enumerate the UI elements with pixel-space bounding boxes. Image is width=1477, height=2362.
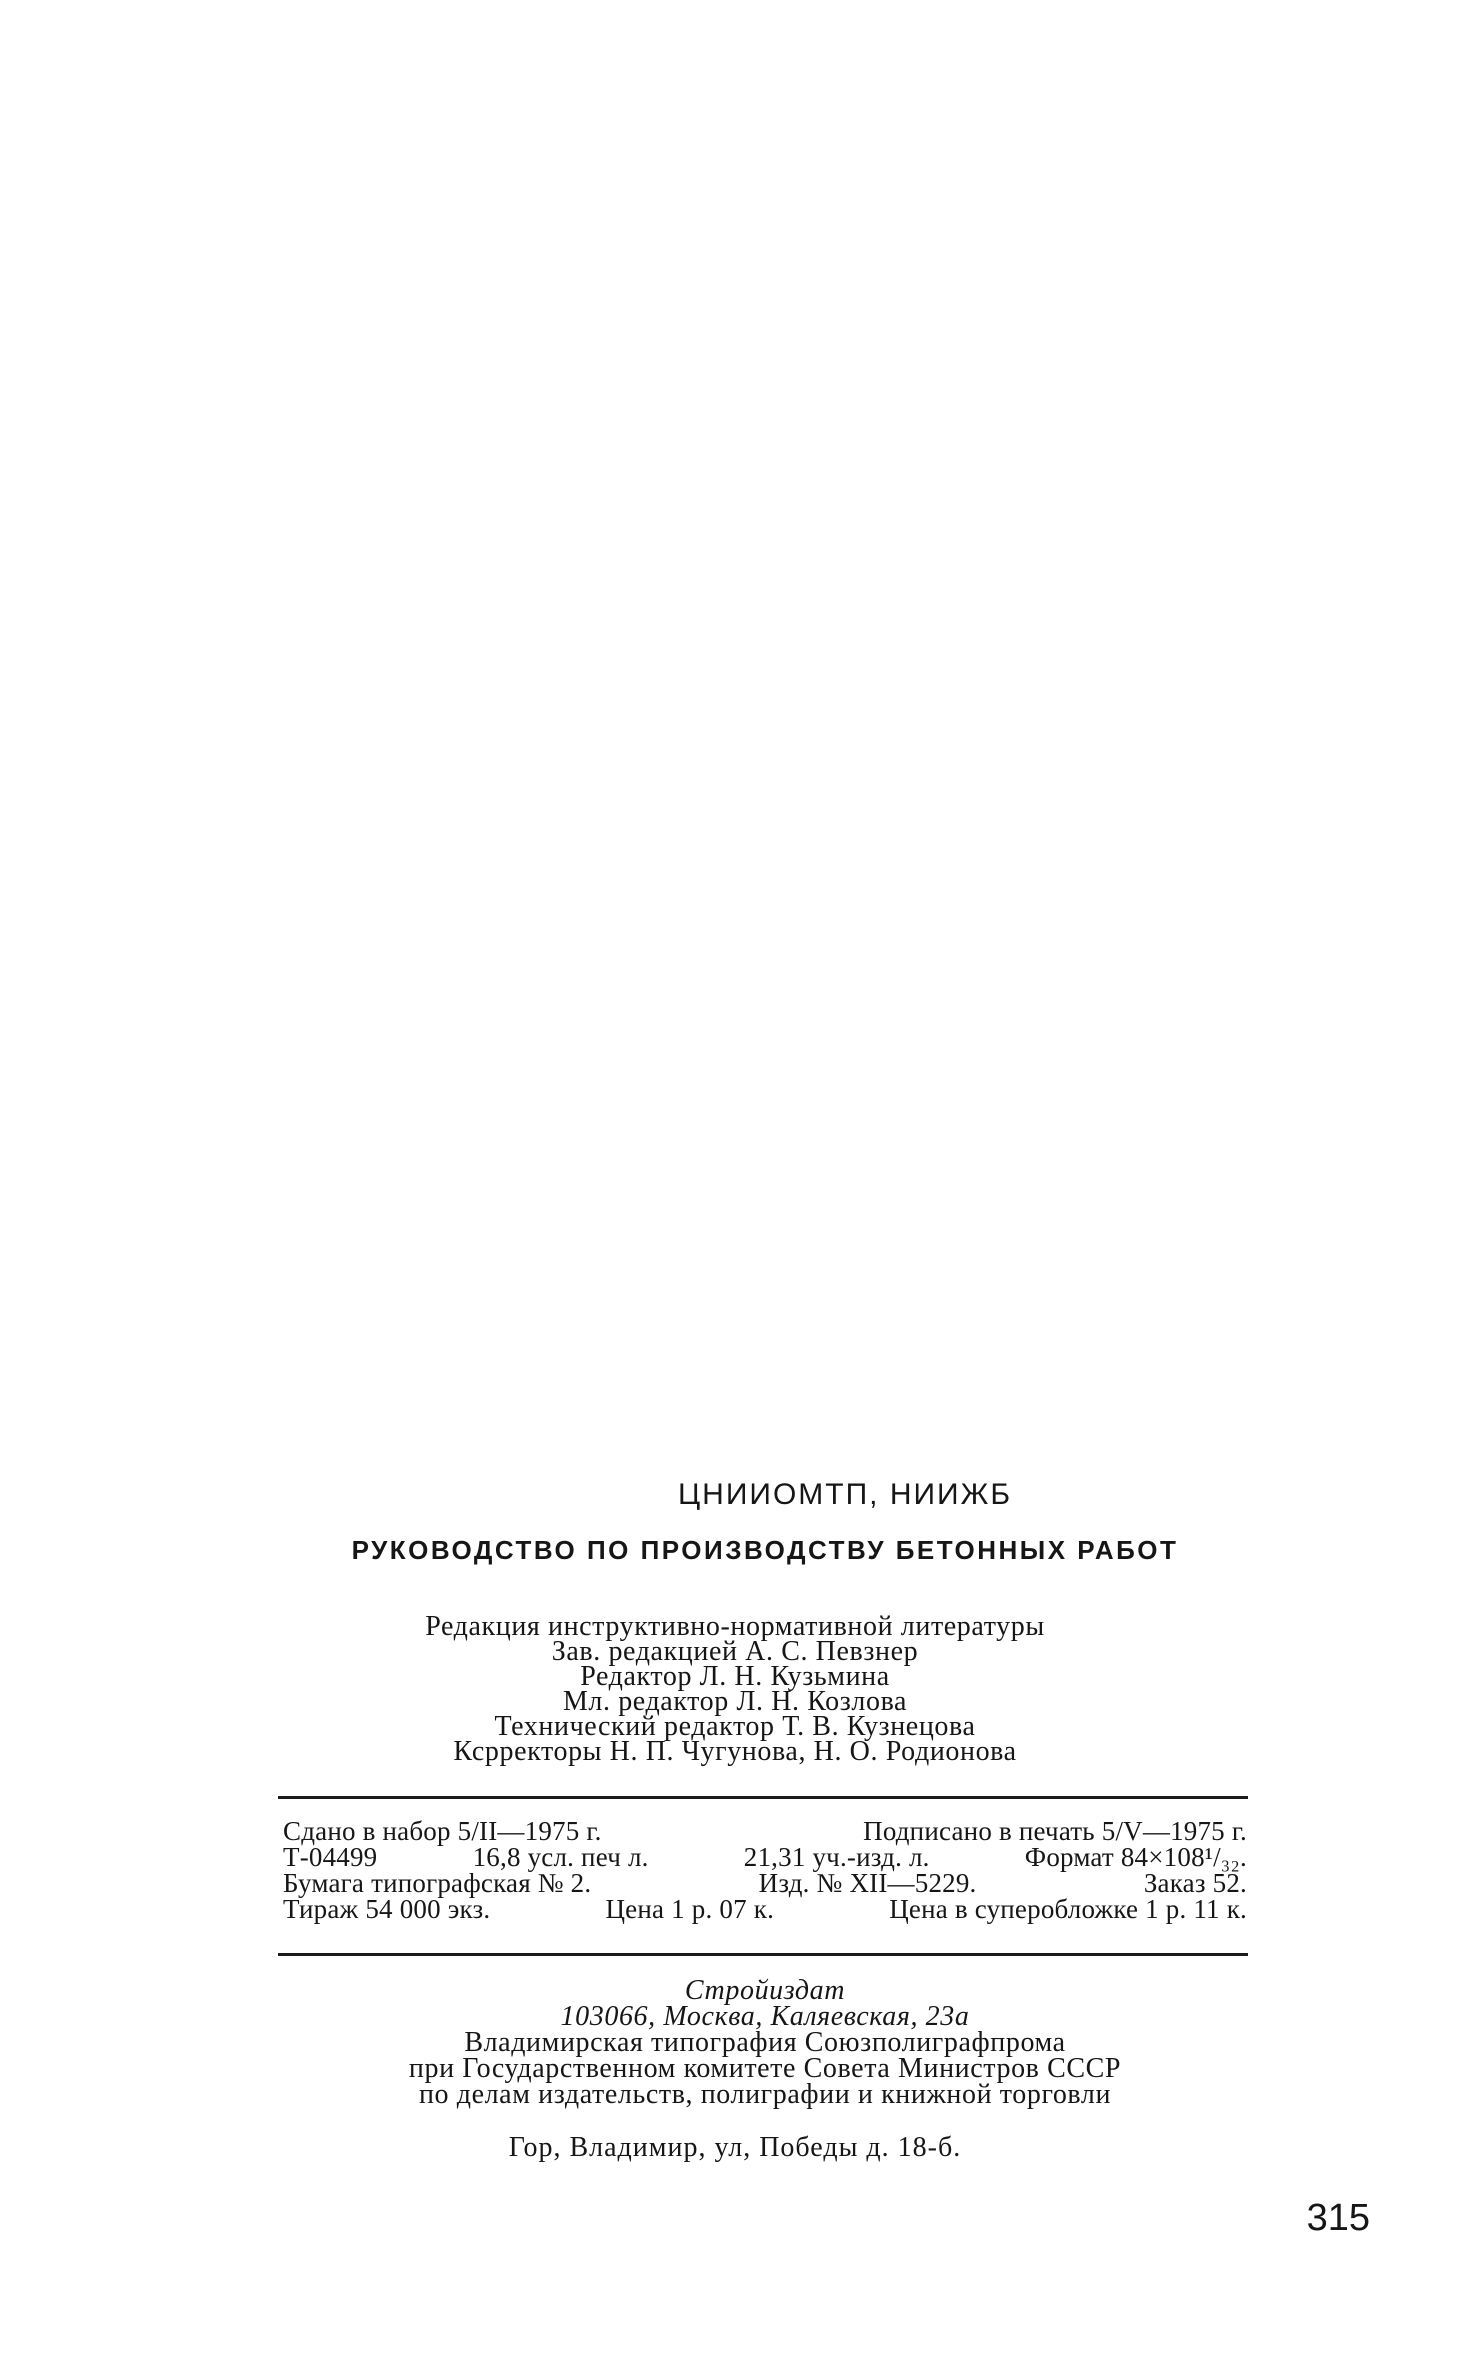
printer-city-address: Гор, Владимир, ул, Победы д. 18-б.	[508, 2132, 962, 2163]
editorial-line: Редактор Л. Н. Кузьмина	[580, 1661, 890, 1692]
publisher-block	[300, 1975, 1230, 2110]
publisher-name: Стройиздат	[684, 1975, 846, 2006]
editorial-credits	[330, 1611, 1140, 1767]
imprint-line	[283, 1844, 1247, 1870]
imprint-line	[283, 1896, 1247, 1922]
imprint-field: Цена 1 р. 07 к.	[605, 1894, 775, 1924]
imprint-field: Тираж 54 000 экз.	[283, 1894, 491, 1924]
printer-line: при Государственном комитете Совета Министров СССР	[408, 2053, 1122, 2084]
imprint-field: 16,8 усл. печ л.	[472, 1842, 649, 1872]
imprint-field: Сдано в набор 5/II—1975 г.	[283, 1816, 602, 1846]
page-number: 315	[1306, 2197, 1370, 2239]
imprint-field: Изд. № XII—5229.	[758, 1868, 977, 1898]
imprint-field: Подписано в печать 5/V—1975 г.	[863, 1816, 1247, 1846]
editorial-line: Технический редактор Т. В. Кузнецова	[494, 1711, 976, 1742]
publisher-address: 103066, Москва, Каляевская, 23а	[560, 2001, 970, 2032]
organization-line: ЦНИИОМТП, НИИЖБ	[677, 1478, 1013, 1511]
imprint-field: Формат 84×108¹/₃₂.	[1024, 1842, 1247, 1872]
editorial-line: Мл. редактор Л. Н. Козлова	[562, 1686, 908, 1717]
imprint-block	[283, 1818, 1247, 1922]
imprint-field: Бумага типографская № 2.	[283, 1868, 592, 1898]
top-divider	[278, 1796, 1248, 1799]
imprint-line	[283, 1870, 1247, 1896]
imprint-line	[283, 1818, 1247, 1844]
printer-line: по делам издательств, полиграфии и книжной торговли	[418, 2079, 1112, 2110]
bottom-divider	[278, 1953, 1248, 1956]
imprint-field: 21,31 уч.-изд. л.	[743, 1842, 930, 1872]
book-title: РУКОВОДСТВО ПО ПРОИЗВОДСТВУ БЕТОННЫХ РАБОТ	[351, 1535, 1179, 1565]
editorial-line: Ксрректоры Н. П. Чугунова, Н. О. Родионова	[453, 1736, 1017, 1767]
editorial-line: Зав. редакцией А. С. Певзнер	[551, 1636, 919, 1667]
printer-line: Владимирская типография Союзполиграфпрома	[464, 2027, 1066, 2058]
imprint-field: Заказ 52.	[1143, 1868, 1247, 1898]
imprint-field: Цена в суперобложке 1 р. 11 к.	[889, 1894, 1247, 1924]
imprint-field: Т-04499	[283, 1842, 378, 1872]
editorial-line: Редакция инструктивно-нормативной литературы	[425, 1611, 1045, 1642]
